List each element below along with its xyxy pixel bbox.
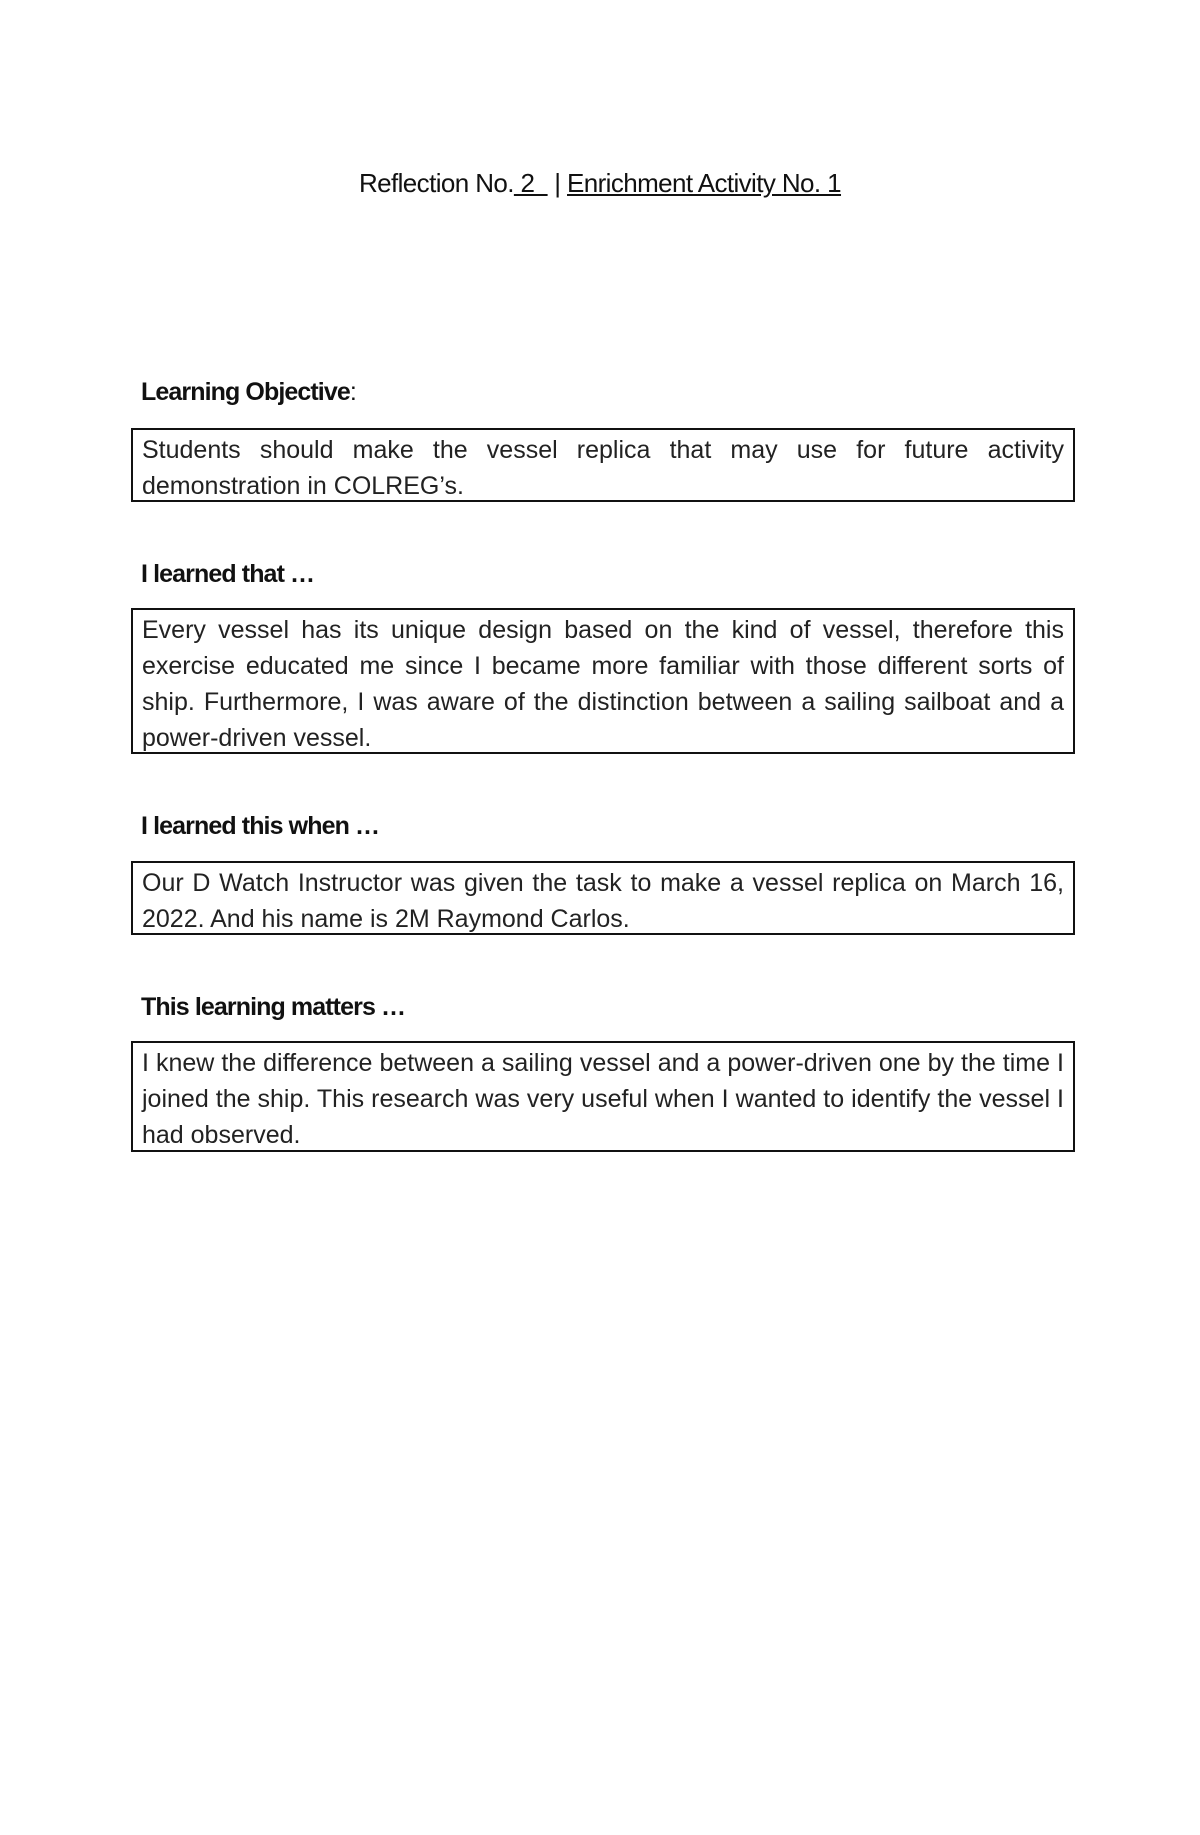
reflection-number: 2 (513, 168, 548, 198)
objective-label-text: Learning Objective (141, 378, 350, 406)
learned-box (131, 608, 1075, 754)
matters-text: I knew the difference between a sailing vessel and a power-driven one by the time I joined the ship. This research was very useful when I wanted to identify the vessel I had observed. (142, 1049, 1064, 1149)
matters-label (141, 993, 405, 1022)
title-prefix: Reflection No. (358, 168, 514, 198)
learned-label-text: I learned that … (141, 560, 315, 588)
objective-label (141, 378, 356, 407)
matters-box (131, 1041, 1075, 1152)
learned-label (141, 560, 314, 589)
objective-box (131, 428, 1075, 502)
activity-title: Enrichment Activity No. 1 (567, 168, 842, 198)
objective-text: Students should make the vessel replica that may use for future activity demonstration in COLREG’s. (142, 436, 1064, 500)
page-title (0, 168, 1200, 199)
when-box (131, 861, 1075, 935)
learned-text: Every vessel has its unique design based on the kind of vessel, therefore this exercise educated me since I became more familiar with those different sorts of ship. Furthermore, I was aware of the distinction between a sailing sailboat and a power-driven vessel. (142, 616, 1064, 752)
when-label-text: I learned this when … (141, 812, 380, 840)
objective-label-colon: : (349, 378, 357, 406)
title-separator: | (547, 168, 568, 198)
when-text: Our D Watch Instructor was given the task to make a vessel replica on March 16, 2022. And his name is 2M Raymond Carlos. (142, 869, 1064, 933)
when-label (141, 812, 379, 841)
matters-label-text: This learning matters … (141, 993, 406, 1021)
